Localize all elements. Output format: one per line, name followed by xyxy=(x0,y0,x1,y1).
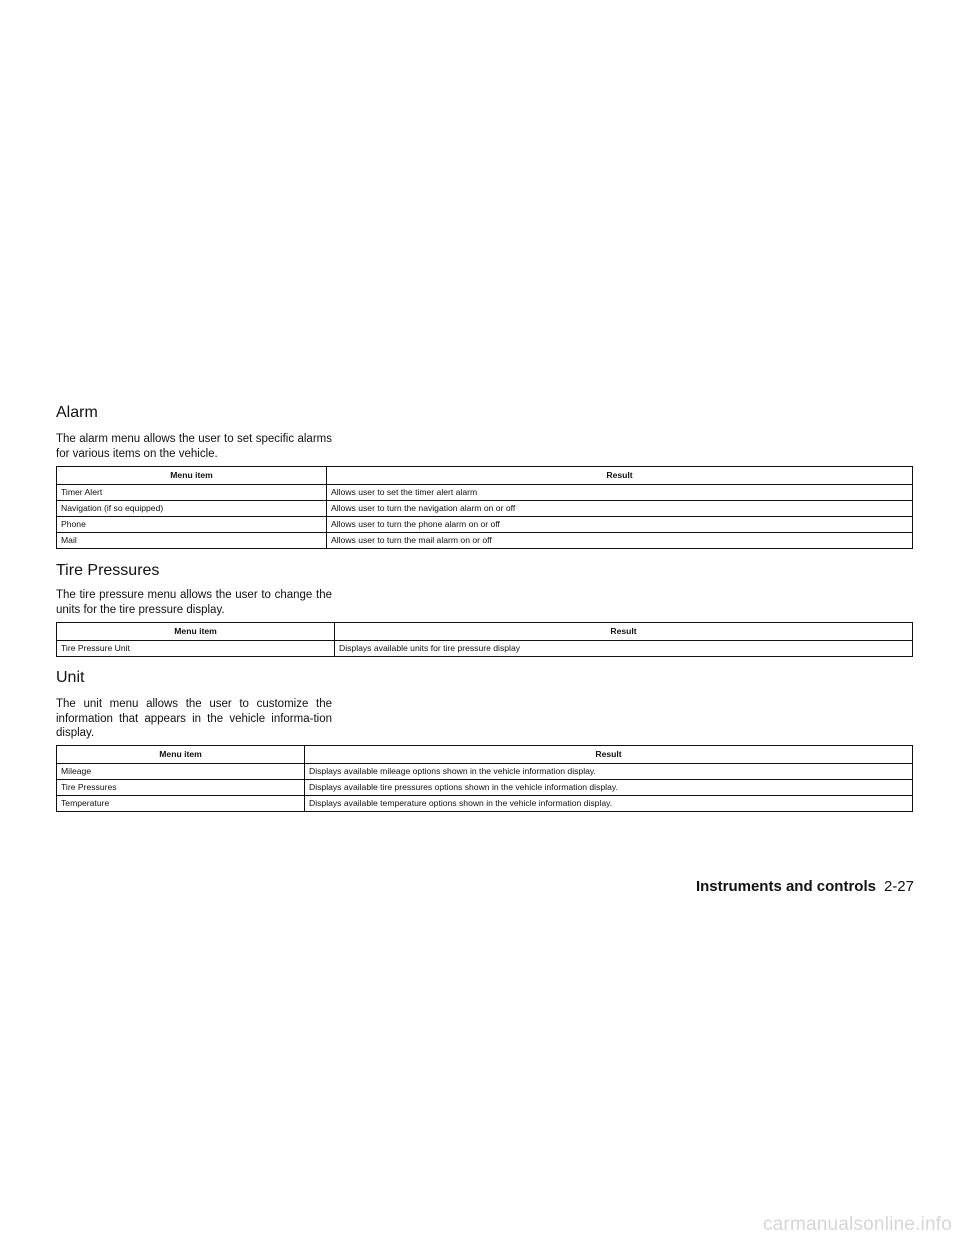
unit-table xyxy=(56,745,913,812)
table-row xyxy=(57,796,913,812)
section-body-alarm: The alarm menu allows the user to set specific alarms for various items on the vehicle. xyxy=(56,433,332,460)
section-body-unit: The unit menu allows the user to customize the information that appears in the vehicle informa-tion display. xyxy=(56,698,332,739)
page-number: 2-27 xyxy=(883,878,914,895)
table-cell: Allows user to set the timer alert alarm xyxy=(327,485,913,501)
section-body-tire-pressures: The tire pressure menu allows the user to change the units for the tire pressure display. xyxy=(56,589,332,616)
alarm-table xyxy=(56,466,913,549)
table-cell: Displays available tire pressures options shown in the vehicle information display. xyxy=(305,780,913,796)
table-cell: Displays available mileage options shown in the vehicle information display. xyxy=(305,764,913,780)
table-row xyxy=(57,780,913,796)
table-cell: Allows user to turn the mail alarm on or off xyxy=(327,533,913,549)
table-header-row xyxy=(57,467,913,485)
table-header-row xyxy=(57,746,913,764)
table-cell: Displays available units for tire pressure display xyxy=(335,641,913,657)
watermark: carmanualsonline.info xyxy=(762,1214,952,1235)
table-cell: Temperature xyxy=(57,796,305,812)
section-title-tire-pressures: Tire Pressures xyxy=(56,562,160,579)
table-row xyxy=(57,641,913,657)
column-header: Menu item xyxy=(57,623,335,641)
table-cell: Tire Pressures xyxy=(57,780,305,796)
page-footer xyxy=(696,878,914,895)
table-cell: Allows user to turn the navigation alarm on or off xyxy=(327,501,913,517)
footer-section-name: Instruments and controls xyxy=(695,878,876,895)
column-header: Menu item xyxy=(57,746,305,764)
table-row xyxy=(57,501,913,517)
column-header: Result xyxy=(305,746,913,764)
table-row xyxy=(57,764,913,780)
table-cell: Mileage xyxy=(57,764,305,780)
table-cell: Timer Alert xyxy=(57,485,327,501)
column-header: Result xyxy=(327,467,913,485)
table-cell: Allows user to turn the phone alarm on or off xyxy=(327,517,913,533)
tire-pressures-table xyxy=(56,622,913,657)
table-row xyxy=(57,533,913,549)
column-header: Menu item xyxy=(57,467,327,485)
table-cell: Tire Pressure Unit xyxy=(57,641,335,657)
table-cell: Navigation (if so equipped) xyxy=(57,501,327,517)
section-title-unit: Unit xyxy=(56,669,85,686)
table-row xyxy=(57,485,913,501)
table-header-row xyxy=(57,623,913,641)
table-row xyxy=(57,517,913,533)
section-title-alarm: Alarm xyxy=(56,404,98,421)
column-header: Result xyxy=(335,623,913,641)
table-cell: Mail xyxy=(57,533,327,549)
table-cell: Phone xyxy=(57,517,327,533)
table-cell: Displays available temperature options shown in the vehicle information display. xyxy=(305,796,913,812)
